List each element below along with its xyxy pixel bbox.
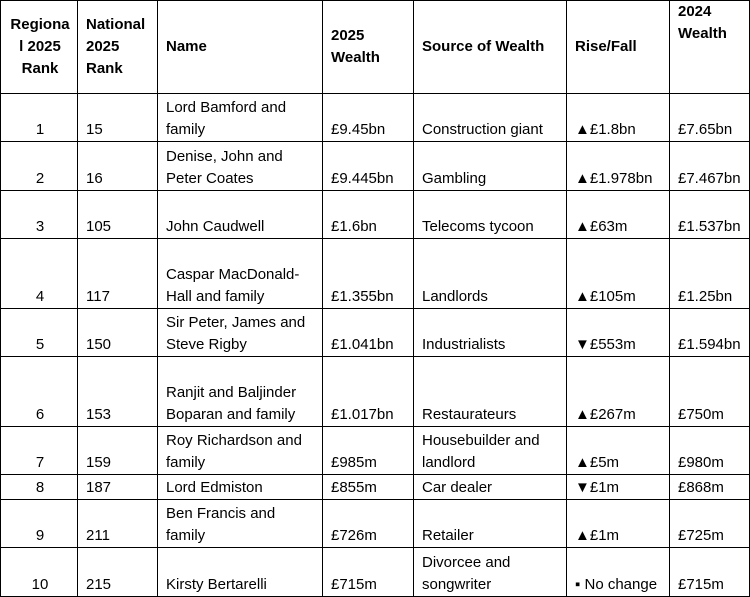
table-row xyxy=(1,191,750,239)
name-cell: Ranjit and Baljinder Boparan and family xyxy=(158,357,323,427)
header-wealth-2025: 2025 Wealth xyxy=(323,1,414,94)
wealth-2024-cell: £1.25bn xyxy=(670,239,750,309)
rise-fall-cell xyxy=(567,239,670,309)
wealth-2025-cell: £726m xyxy=(323,500,414,548)
regional-rank-cell: 5 xyxy=(1,309,78,357)
arrow-down-icon: ▼ xyxy=(575,479,590,496)
change-value: £553m xyxy=(589,336,636,353)
source-cell: Construction giant xyxy=(414,94,567,142)
rise-fall-cell xyxy=(567,357,670,427)
name-cell: Caspar MacDonald-Hall and family xyxy=(158,239,323,309)
change-value: £1.8bn xyxy=(589,121,636,138)
arrow-down-icon: ▼ xyxy=(575,336,590,353)
change-value: £105m xyxy=(589,288,636,305)
name-cell: Denise, John and Peter Coates xyxy=(158,142,323,191)
wealth-2024-cell: £980m xyxy=(670,427,750,475)
header-row xyxy=(1,1,750,94)
table-row xyxy=(1,94,750,142)
rise-fall-cell xyxy=(567,94,670,142)
wealth-2024-cell: £715m xyxy=(670,548,750,597)
name-cell: Sir Peter, James and Steve Rigby xyxy=(158,309,323,357)
wealth-2025-cell: £985m xyxy=(323,427,414,475)
arrow-up-icon: ▲ xyxy=(575,454,590,471)
arrow-up-icon: ▲ xyxy=(575,218,590,235)
wealth-2024-cell: £1.537bn xyxy=(670,191,750,239)
national-rank-cell: 153 xyxy=(78,357,158,427)
table-row xyxy=(1,427,750,475)
wealth-2025-cell: £715m xyxy=(323,548,414,597)
rise-fall-cell xyxy=(567,142,670,191)
square-bullet-icon: ▪ xyxy=(575,576,581,593)
name-cell: Lord Edmiston xyxy=(158,475,323,500)
name-cell: Kirsty Bertarelli xyxy=(158,548,323,597)
wealth-2025-cell: £855m xyxy=(323,475,414,500)
source-cell: Car dealer xyxy=(414,475,567,500)
name-cell: Roy Richardson and family xyxy=(158,427,323,475)
source-cell: Landlords xyxy=(414,239,567,309)
wealth-2024-cell: £750m xyxy=(670,357,750,427)
table-row xyxy=(1,548,750,597)
wealth-2025-cell: £1.355bn xyxy=(323,239,414,309)
rise-fall-cell xyxy=(567,475,670,500)
source-cell: Restaurateurs xyxy=(414,357,567,427)
national-rank-cell: 159 xyxy=(78,427,158,475)
source-cell: Retailer xyxy=(414,500,567,548)
regional-rank-cell: 10 xyxy=(1,548,78,597)
national-rank-cell: 150 xyxy=(78,309,158,357)
change-value: £5m xyxy=(589,454,620,471)
rise-fall-cell xyxy=(567,191,670,239)
national-rank-cell: 15 xyxy=(78,94,158,142)
national-rank-cell: 211 xyxy=(78,500,158,548)
change-value: £1.978bn xyxy=(589,170,653,187)
arrow-up-icon: ▲ xyxy=(575,170,590,187)
table-row xyxy=(1,475,750,500)
arrow-up-icon: ▲ xyxy=(575,527,590,544)
regional-rank-cell: 3 xyxy=(1,191,78,239)
source-cell: Telecoms tycoon xyxy=(414,191,567,239)
wealth-2024-cell: £7.467bn xyxy=(670,142,750,191)
arrow-up-icon: ▲ xyxy=(575,288,590,305)
regional-rank-cell: 7 xyxy=(1,427,78,475)
rise-fall-cell xyxy=(567,309,670,357)
header-source: Source of Wealth xyxy=(414,1,567,94)
rise-fall-cell xyxy=(567,427,670,475)
name-cell: John Caudwell xyxy=(158,191,323,239)
source-cell: Divorcee and songwriter xyxy=(414,548,567,597)
regional-rank-cell: 4 xyxy=(1,239,78,309)
rise-fall-cell xyxy=(567,548,670,597)
table-row xyxy=(1,357,750,427)
national-rank-cell: 16 xyxy=(78,142,158,191)
change-value: £1m xyxy=(589,479,620,496)
wealth-2025-cell: £1.041bn xyxy=(323,309,414,357)
header-name: Name xyxy=(158,1,323,94)
rise-fall-cell xyxy=(567,500,670,548)
table-row xyxy=(1,142,750,191)
wealth-2025-cell: £9.445bn xyxy=(323,142,414,191)
national-rank-cell: 187 xyxy=(78,475,158,500)
wealth-2025-cell: £1.6bn xyxy=(323,191,414,239)
table-row xyxy=(1,500,750,548)
header-rise-fall: Rise/Fall xyxy=(567,1,670,94)
name-cell: Lord Bamford and family xyxy=(158,94,323,142)
regional-rank-cell: 1 xyxy=(1,94,78,142)
source-cell: Gambling xyxy=(414,142,567,191)
table-row xyxy=(1,309,750,357)
change-value: £63m xyxy=(589,218,628,235)
name-cell: Ben Francis and family xyxy=(158,500,323,548)
wealth-2024-cell: £725m xyxy=(670,500,750,548)
source-cell: Housebuilder and landlord xyxy=(414,427,567,475)
change-value: £1m xyxy=(589,527,620,544)
regional-rank-cell: 9 xyxy=(1,500,78,548)
regional-rank-cell: 2 xyxy=(1,142,78,191)
header-wealth-2024: 2024 Wealth xyxy=(670,1,750,94)
table-body xyxy=(1,94,750,597)
national-rank-cell: 215 xyxy=(78,548,158,597)
wealth-2024-cell: £1.594bn xyxy=(670,309,750,357)
wealth-2024-cell: £7.65bn xyxy=(670,94,750,142)
header-regional-rank: Regional 2025 Rank xyxy=(1,1,78,94)
wealth-2024-cell: £868m xyxy=(670,475,750,500)
regional-rank-cell: 8 xyxy=(1,475,78,500)
header-national-rank: National 2025 Rank xyxy=(78,1,158,94)
arrow-up-icon: ▲ xyxy=(575,406,590,423)
arrow-up-icon: ▲ xyxy=(575,121,590,138)
source-cell: Industrialists xyxy=(414,309,567,357)
wealth-2025-cell: £1.017bn xyxy=(323,357,414,427)
national-rank-cell: 117 xyxy=(78,239,158,309)
regional-rank-cell: 6 xyxy=(1,357,78,427)
change-value: No change xyxy=(584,576,658,593)
table-row xyxy=(1,239,750,309)
national-rank-cell: 105 xyxy=(78,191,158,239)
change-value: £267m xyxy=(589,406,636,423)
wealth-2025-cell: £9.45bn xyxy=(323,94,414,142)
